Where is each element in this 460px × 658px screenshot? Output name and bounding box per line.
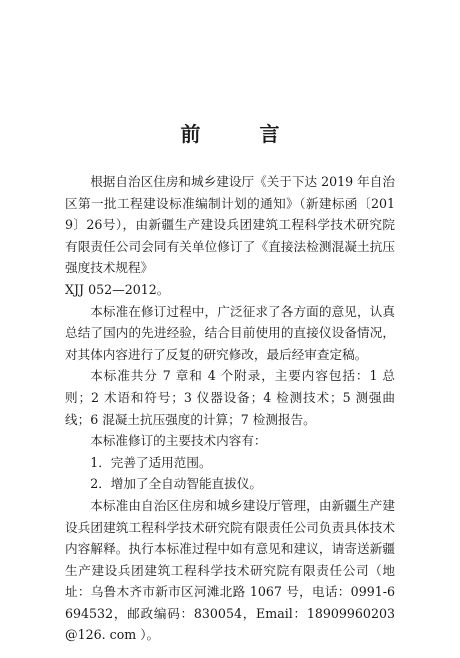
paragraph-revision-items-intro: 本标准修订的主要技术内容有： <box>90 433 267 449</box>
page-title: 前 言 <box>180 122 306 146</box>
list-item: 1．完善了适用范围。 <box>90 454 212 470</box>
paragraph-main-content: 本标准共分 7 章和 4 个附录，主要内容包括：1 总则；2 术语和符号；3 仪器设备；4 检测技术；5 测强曲线；6 混凝土抗压强度的计算；7 检测报告。 <box>65 368 395 427</box>
paragraph-revision-process: 本标准在修订过程中，广泛征求了各方面的意见，认真总结了国内的先进经验，结合目前使用的直接仪设备情况，对其体内容进行了反复的研究修改，最后经审查定稿。 <box>65 303 395 362</box>
paragraph-standard-code: XJJ 052—2012。 <box>65 281 170 297</box>
list-item: 2．增加了全自动智能直拔仪。 <box>90 476 262 492</box>
body-text <box>65 171 395 646</box>
paragraph-revision-basis: 根据自治区住房和城乡建设厅《关于下达 2019 年自治区第一批工程建设标准编制计划的通知》（新建标函〔2019〕26号），由新疆生产建设兵团建筑工程科学技术研究院有限责任公司会同有关单位修订了《直接法检测混凝土抗压强度技术规程》 <box>65 174 395 276</box>
paragraph-management-contact: 本标准由自治区住房和城乡建设厅管理，由新疆生产建设兵团建筑工程科学技术研究院有限责任公司负责具体技术内容解释。执行本标准过程中如有意见和建议，请寄送新疆生产建设兵团建筑工程科学技术研究院有限责任公司（地址：乌鲁木齐市新市区河滩北路 1067 号，电话：0991-6694532，邮政编码：830054，Email：18909960203@126. com ）。 <box>65 497 395 643</box>
